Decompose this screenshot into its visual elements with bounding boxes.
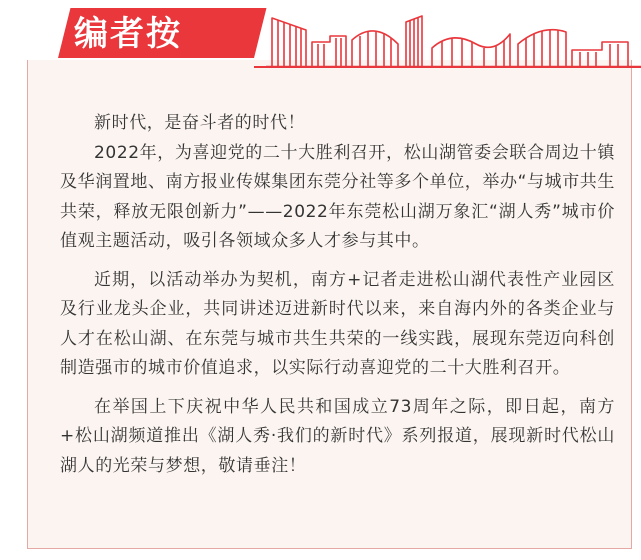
paragraph-event: 2022年，为喜迎党的二十大胜利召开，松山湖管委会联合周边十镇及华润置地、南方报业传媒集团东莞分社等多个单位，举办“与城市共生共荣，释放无限创新力”——2022年东莞松山湖万象汇“湖人秀”城市价值观主题活动，吸引各领域众多人才参与其中。 (60, 142, 616, 251)
note-body (60, 109, 615, 481)
paragraph-opening: 新时代，是奋斗者的时代！ (94, 113, 306, 133)
paragraph-series: 在举国上下庆祝中华人民共和国成立73周年之际，即日起，南方+松山湖频道推出《湖人秀·我们的新时代》系列报道，展现新时代松山湖人的光荣与梦想，敬请垂注！ (60, 396, 615, 476)
paragraph-gap (60, 384, 615, 393)
header-title: 编者按 (74, 14, 182, 54)
paragraph-reporting: 近期，以活动举办为契机，南方+记者走进松山湖代表性产业园区及行业龙头企业，共同讲述迈进新时代以来，来自海内外的各类企业与人才在松山湖、在东莞与城市共生共荣的一线实践，展现东莞迈向科创制造强市的城市价值追求，以实际行动喜迎党的二十大胜利召开。 (60, 269, 615, 378)
skyline-illustration (266, 10, 641, 70)
paragraph-gap (60, 257, 615, 266)
